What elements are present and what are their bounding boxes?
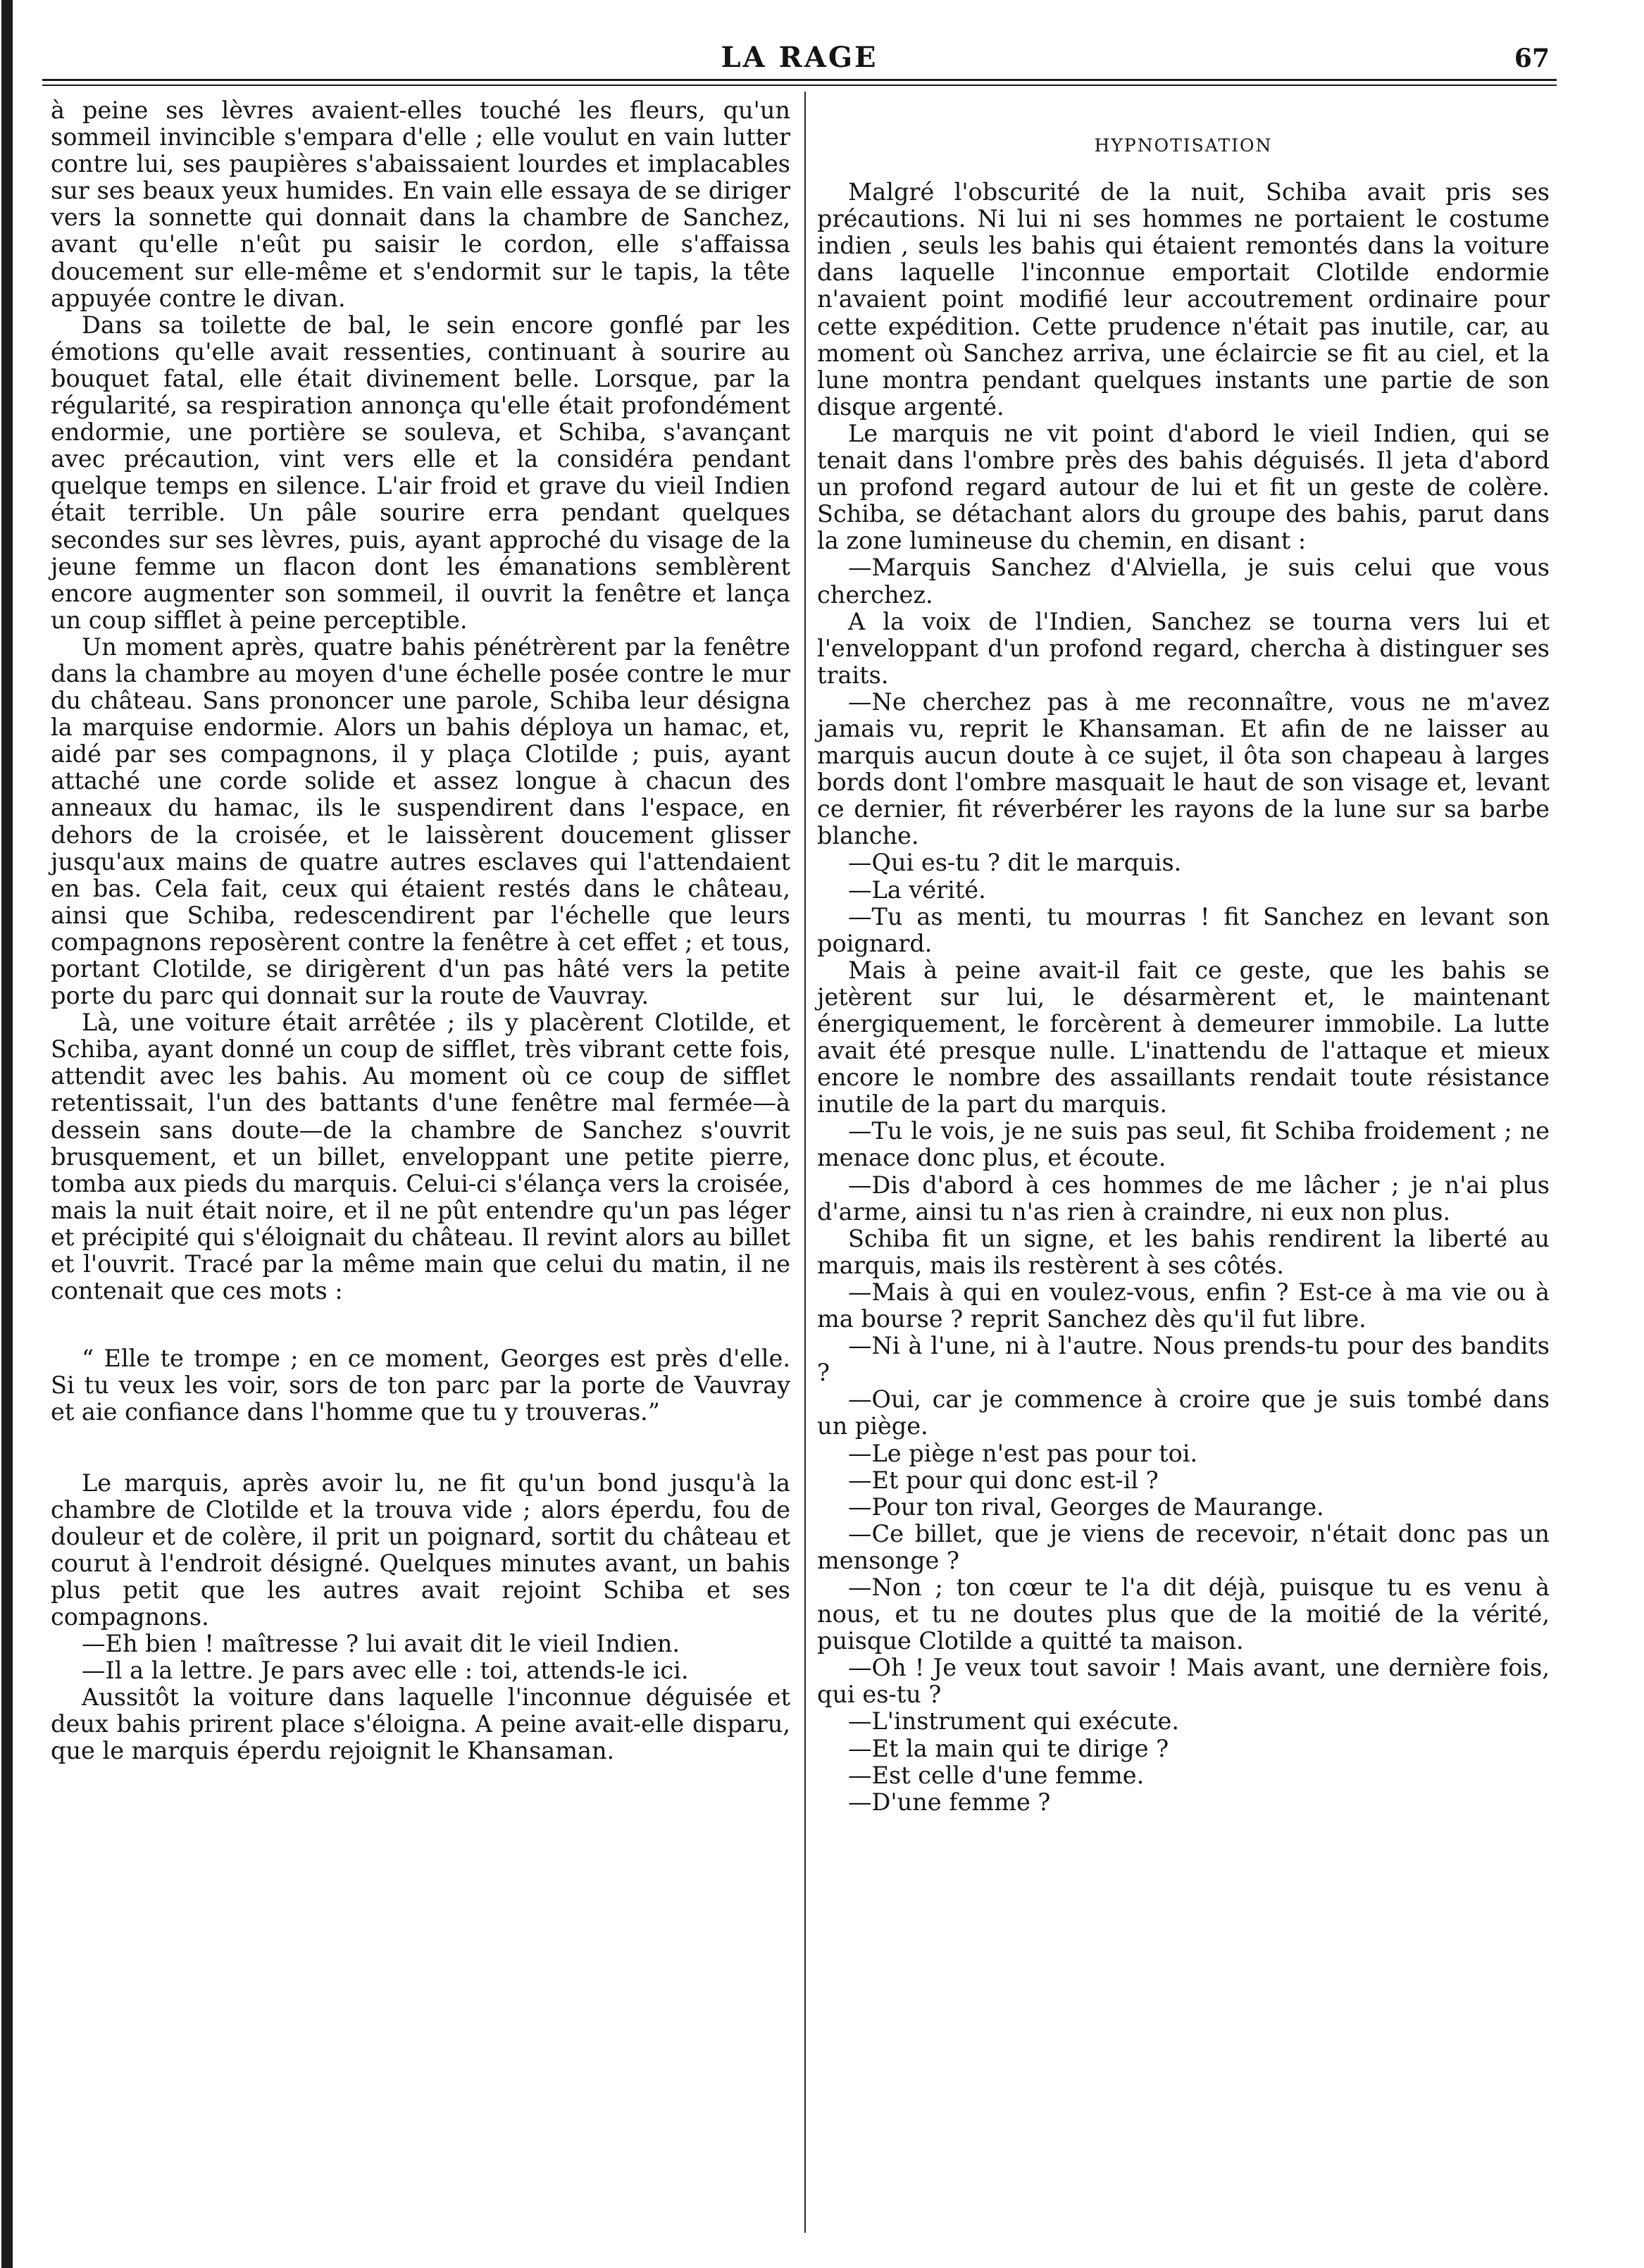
paragraph: Schiba fit un signe, et les bahis rendirent la liberté au marquis, mais ils restèrent à ses côtés. bbox=[817, 1224, 1550, 1279]
paragraph: Le marquis ne vit point d'abord le vieil Indien, qui se tenait dans l'ombre près des bahis déguisés. Il jeta d'abord un profond regard autour de lui et fit un geste de colère. Schiba, se détachant alors du groupe des bahis, parut dans la zone lumineuse du chemin, en disant : bbox=[817, 419, 1550, 555]
dialogue-line: —Il a la lettre. Je pars avec elle : toi, attends-le ici. bbox=[82, 1657, 689, 1685]
dialogue-line: —Ne cherchez pas à me reconnaître, vous ne m'avez jamais vu, reprit le Khansaman. Et afin de ne laisser au marquis aucun doute à ce sujet, il ôta son chapeau à larges bords dont l'ombre masquait le haut de son visage et, levant ce dernier, fit réverbérer les rayons de la lune sur sa barbe blanche. bbox=[817, 687, 1550, 850]
dialogue-line: —Non ; ton cœur te l'a dit déjà, puisque tu es venu à nous, et tu ne doutes plus que de la moitié de la vérité, puisque Clotilde a quitté ta maison. bbox=[817, 1573, 1550, 1655]
paragraph: Mais à peine avait-il fait ce geste, que les bahis se jetèrent sur lui, le désarmèrent et, le maintenant énergiquement, le forcèrent à demeurer immobile. La lutte avait été presque nulle. L'inattendu de l'attaque et mieux encore le nombre des assaillants rendait toute résistance inutile de la part du marquis. bbox=[817, 956, 1550, 1119]
dialogue-line: —Ni à l'une, ni à l'autre. Nous prends-tu pour des bandits ? bbox=[817, 1332, 1550, 1387]
dialogue-line: —La vérité. bbox=[848, 876, 986, 904]
dialogue-line: —Tu le vois, je ne suis pas seul, fit Schiba froidement ; ne menace donc plus, et écoute. bbox=[817, 1117, 1550, 1172]
dialogue-line: —Marquis Sanchez d'Alviella, je suis celui que vous cherchez. bbox=[817, 554, 1550, 609]
page-number: 67 bbox=[1514, 44, 1550, 73]
paragraph: Dans sa toilette de bal, le sein encore gonflé par les émotions qu'elle avait ressenties, continuant à sourire au bouquet fatal, elle était divinement belle. Lorsque, par la régularité, sa respiration annonça qu'elle était profondément endormie, une portière se souleva, et Schiba, s'avançant avec précaution, vint vers elle et la considéra pendant quelque temps en silence. L'air froid et grave du vieil Indien était terrible. Un pâle sourire erra pendant quelques secondes sur ses lèvres, puis, ayant approché du visage de la jeune femme un flacon dont les émanations semblèrent encore augmenter son sommeil, il ouvrit la fenêtre et lança un coup sifflet à peine perceptible. bbox=[51, 311, 790, 634]
dialogue-line: —Et pour qui donc est-il ? bbox=[848, 1466, 1159, 1494]
quoted-letter: “ Elle te trompe ; en ce moment, Georges est près d'elle. Si tu veux les voir, sors de ton parc par la porte de Vauvray et aie confiance dans l'homme que tu y trouveras.” bbox=[51, 1345, 790, 1426]
right-column bbox=[817, 97, 1550, 1816]
column-divider bbox=[804, 92, 806, 2233]
header-rule-thin bbox=[42, 85, 1557, 86]
dialogue-line: —Qui es-tu ? dit le marquis. bbox=[848, 849, 1182, 877]
scan-edge-bar bbox=[1, 0, 13, 2268]
paragraph: Un moment après, quatre bahis pénétrèrent par la fenêtre dans la chambre au moyen d'une échelle posée contre le mur du château. Sans prononcer une parole, Schiba leur désigna la marquise endormie. Alors un bahis déploya un hamac, et, aidé par ses compagnons, il y plaça Clotilde ; puis, ayant attaché une corde solide et assez longue à chacun des anneaux du hamac, ils le suspendirent dans l'espace, en dehors de la croisée, et le laissèrent doucement glisser jusqu'aux mains de quatre autres esclaves qui l'attendaient en bas. Cela fait, ceux qui étaient restés dans le château, ainsi que Schiba, redescendirent par l'échelle que leurs compagnons reposèrent contre la fenêtre à cet effet ; et tous, portant Clotilde, se dirigèrent d'un pas hâté vers la petite porte du parc qui donnait sur la route de Vauvray. bbox=[51, 633, 790, 1010]
paragraph: à peine ses lèvres avaient-elles touché les fleurs, qu'un sommeil invincible s'empara d'elle ; elle voulut en vain lutter contre lui, ses paupières s'abaissaient lourdes et implacables sur ses beaux yeux humides. En vain elle essaya de se diriger vers la sonnette qui donnait dans la chambre de Sanchez, avant qu'elle n'eût pu saisir le cordon, elle s'affaissa doucement sur elle-même et s'endormit sur le tapis, la tête appuyée contre le divan. bbox=[51, 96, 790, 312]
paragraph: Le marquis, après avoir lu, ne fit qu'un bond jusqu'à la chambre de Clotilde et la trouva vide ; alors éperdu, fou de douleur et de colère, il prit un poignard, sortit du château et courut à l'endroit désigné. Quelques minutes avant, un bahis plus petit que les autres avait rejoint Schiba et ses compagnons. bbox=[51, 1469, 790, 1631]
dialogue-line: —Oui, car je commence à croire que je suis tombé dans un piège. bbox=[817, 1385, 1550, 1440]
dialogue-line: —Et la main qui te dirige ? bbox=[848, 1734, 1169, 1762]
dialogue-line: —Dis d'abord à ces hommes de me lâcher ; je n'ai plus d'arme, ainsi tu n'as rien à craindre, ni eux non plus. bbox=[817, 1171, 1550, 1226]
dialogue-line: —Ce billet, que je viens de recevoir, n'était donc pas un mensonge ? bbox=[817, 1519, 1550, 1574]
paragraph: A la voix de l'Indien, Sanchez se tourna vers lui et l'enveloppant d'un profond regard, chercha à distinguer ses traits. bbox=[817, 607, 1550, 689]
paragraph: Là, une voiture était arrêtée ; ils y placèrent Clotilde, et Schiba, ayant donné un coup de sifflet, très vibrant cette fois, attendit avec les bahis. Au moment où ce coup de sifflet retentissait, l'un des battants d'une fenêtre mal fermée—à dessein sans doute—de la chambre de Sanchez s'ouvrit brusquement, et un billet, enveloppant une petite pierre, tomba aux pieds du marquis. Celui-ci s'élança vers la croisée, mais la nuit était noire, et il ne pût entendre qu'un pas léger et précipité qui s'éloignait du château. Il revint alors au billet et l'ouvrit. Tracé par la même main que celui du matin, il ne contenait que ces mots : bbox=[51, 1009, 790, 1305]
dialogue-line: —L'instrument qui exécute. bbox=[848, 1707, 1179, 1736]
dialogue-line: —Eh bien ! maîtresse ? lui avait dit le vieil Indien. bbox=[82, 1630, 680, 1658]
paragraph: Aussitôt la voiture dans laquelle l'inconnue déguisée et deux bahis prirent place s'éloigna. A peine avait-elle disparu, que le marquis éperdu rejoignit le Khansaman. bbox=[51, 1683, 790, 1765]
dialogue-line: —Pour ton rival, Georges de Maurange. bbox=[848, 1493, 1324, 1521]
left-column bbox=[51, 97, 790, 1765]
header-rule bbox=[42, 79, 1557, 81]
dialogue-line: —Le piège n'est pas pour toi. bbox=[848, 1439, 1198, 1467]
section-title: HYPNOTISATION bbox=[1094, 135, 1273, 156]
dialogue-line: —Oh ! Je veux tout savoir ! Mais avant, une dernière fois, qui es-tu ? bbox=[817, 1654, 1550, 1709]
dialogue-line: —Est celle d'une femme. bbox=[848, 1761, 1145, 1789]
paragraph: Malgré l'obscurité de la nuit, Schiba avait pris ses précautions. Ni lui ni ses hommes ne portaient le costume indien , seuls les bahis qui étaient remontés dans la voiture dans laquelle l'inconnue emportait Clotilde endormie n'avaient point modifié leur accoutrement ordinaire pour cette expédition. Cette prudence n'était pas inutile, car, au moment où Sanchez arriva, une éclaircie se fit au ciel, et la lune montra pendant quelques instants une partie de son disque argenté. bbox=[817, 178, 1550, 420]
dialogue-line: —Tu as menti, tu mourras ! fit Sanchez en levant son poignard. bbox=[817, 902, 1550, 957]
dialogue-line: —D'une femme ? bbox=[848, 1788, 1051, 1816]
dialogue-line: —Mais à qui en voulez-vous, enfin ? Est-ce à ma vie ou à ma bourse ? reprit Sanchez dès qu'il fut libre. bbox=[817, 1278, 1550, 1333]
running-title: LA RAGE bbox=[721, 41, 878, 74]
page-header bbox=[42, 41, 1557, 76]
